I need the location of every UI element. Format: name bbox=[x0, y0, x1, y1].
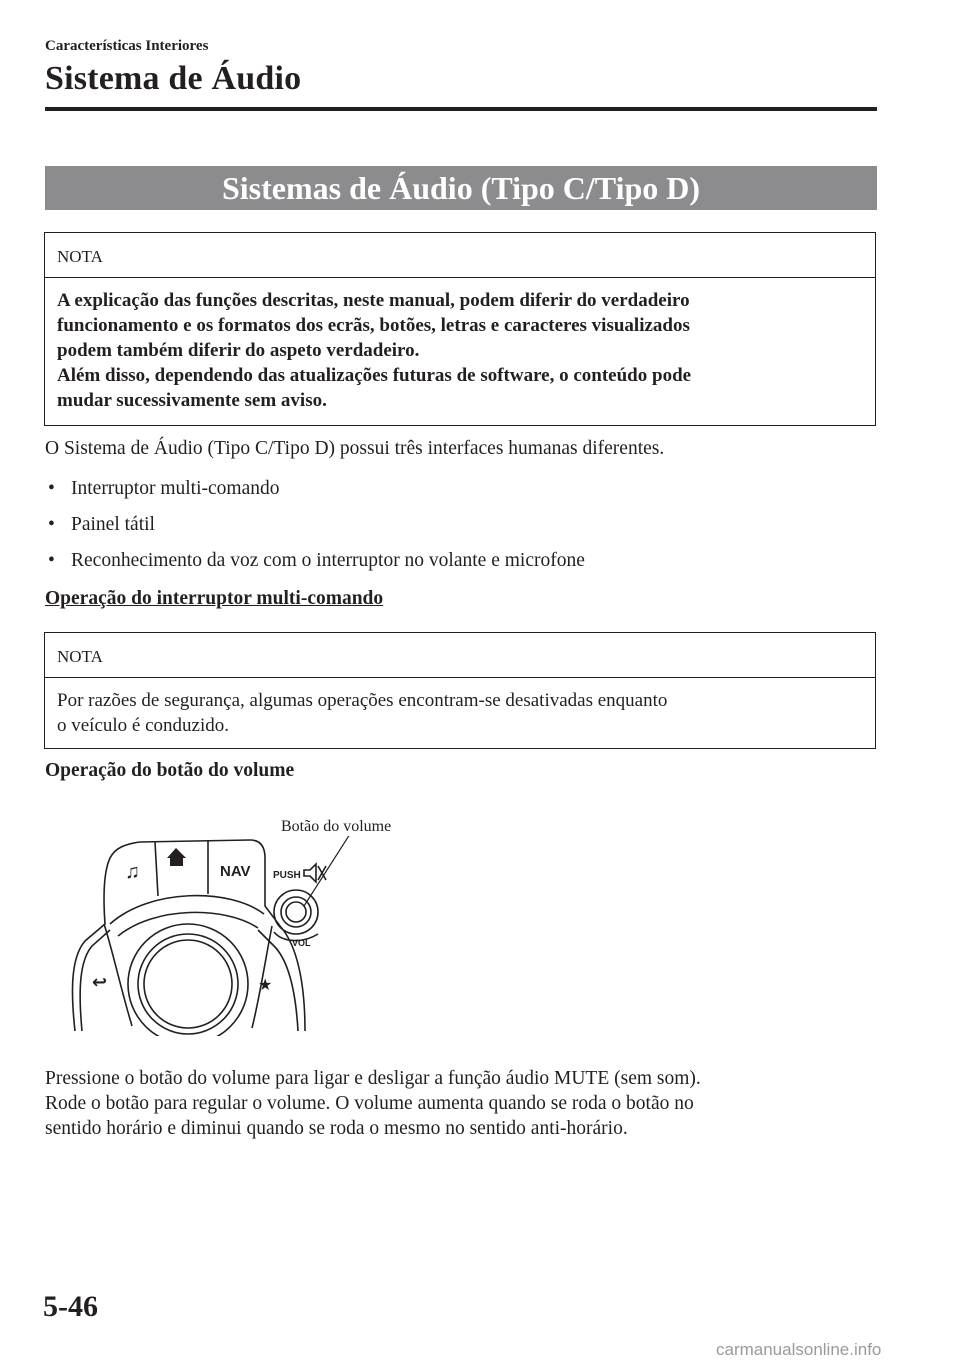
note-line: Por razões de segurança, algumas operações encontram-se desativadas enquanto bbox=[57, 690, 668, 711]
note-title: NOTA bbox=[45, 233, 875, 278]
note-box-safety bbox=[44, 632, 876, 749]
mute-icon bbox=[304, 864, 326, 882]
note-line: A explicação das funções descritas, neste manual, podem diferir do verdadeiro bbox=[57, 290, 690, 311]
multi-command-switch-illustration bbox=[60, 836, 360, 1036]
home-icon bbox=[167, 848, 186, 866]
note-line: o veículo é conduzido. bbox=[57, 715, 230, 736]
note-body bbox=[45, 278, 875, 413]
bullet-icon: • bbox=[48, 550, 55, 571]
note-line: podem também diferir do aspeto verdadeiro. bbox=[57, 340, 420, 361]
list-item bbox=[48, 476, 279, 501]
nav-label: NAV bbox=[220, 863, 251, 880]
volume-knob-leader-line bbox=[304, 836, 350, 906]
note-line: funcionamento e os formatos dos ecrãs, botões, letras e caracteres visualizados bbox=[57, 315, 690, 336]
list-item-text: Interruptor multi-comando bbox=[71, 478, 280, 499]
commander-knob-ring bbox=[138, 934, 238, 1034]
volume-heading: Operação do botão do volume bbox=[45, 760, 295, 781]
bullet-icon: • bbox=[48, 478, 55, 499]
list-item-text: Painel tátil bbox=[71, 514, 155, 535]
section-subtitle: Características Interiores bbox=[45, 38, 209, 54]
list-item-text: Reconhecimento da voz com o interruptor no volante e microfone bbox=[71, 550, 585, 571]
section-title: Sistema de Áudio bbox=[45, 60, 302, 97]
bullet-icon: • bbox=[48, 514, 55, 535]
subsection-heading: Operação do interruptor multi-comando bbox=[45, 588, 384, 609]
intro-paragraph: O Sistema de Áudio (Tipo C/Tipo D) possui três interfaces humanas diferentes. bbox=[45, 438, 665, 459]
music-icon: ♫ bbox=[125, 861, 140, 883]
note-body bbox=[45, 678, 875, 738]
body-line: Rode o botão para regular o volume. O volume aumenta quando se roda o botão no bbox=[45, 1093, 694, 1114]
note-title: NOTA bbox=[45, 633, 875, 678]
page-banner-title: Sistemas de Áudio (Tipo C/Tipo D) bbox=[45, 166, 877, 210]
favorite-icon: ★ bbox=[258, 977, 273, 994]
commander-knob-inner bbox=[144, 940, 232, 1028]
body-line: Pressione o botão do volume para ligar e desligar a função áudio MUTE (sem som). bbox=[45, 1068, 701, 1089]
list-item bbox=[48, 548, 585, 573]
vol-label: VOL bbox=[292, 938, 311, 948]
note-line: Além disso, dependendo das atualizações futuras de software, o conteúdo pode bbox=[57, 365, 692, 386]
page-number: 5-46 bbox=[43, 1290, 98, 1323]
figure-callout-label: Botão do volume bbox=[281, 818, 392, 835]
header-divider bbox=[45, 107, 877, 111]
watermark: carmanualsonline.info bbox=[716, 1340, 882, 1359]
push-label: PUSH bbox=[273, 870, 301, 881]
note-box-disclaimer bbox=[44, 232, 876, 426]
list-item bbox=[48, 512, 155, 537]
note-line: mudar sucessivamente sem aviso. bbox=[57, 390, 327, 411]
body-line: sentido horário e diminui quando se roda o mesmo no sentido anti-horário. bbox=[45, 1118, 628, 1139]
back-icon: ↩ bbox=[92, 972, 108, 992]
